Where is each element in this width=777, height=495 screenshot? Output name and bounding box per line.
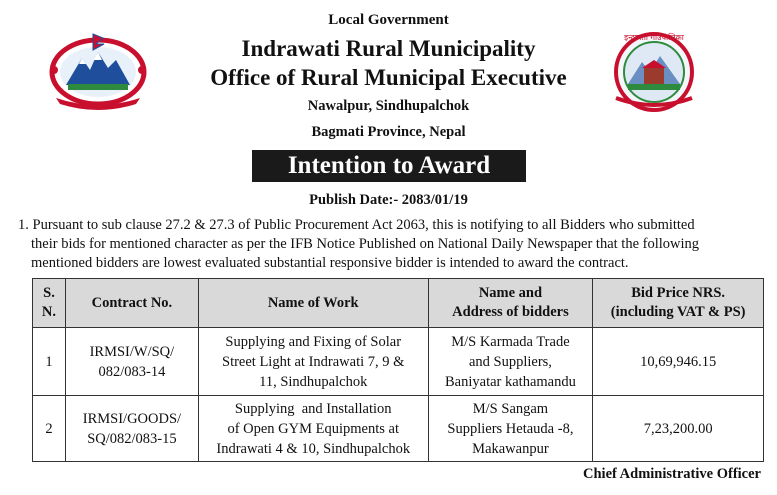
cell-bidder: M/S Sangam Suppliers Hetauda -8, Makawanpur (428, 396, 593, 462)
province-label: Bagmati Province, Nepal (311, 124, 466, 140)
cell-name-of-work: Supplying and Installation of Open GYM Equipments at Indrawati 4 & 10, Sindhupalchok (198, 396, 428, 462)
office-name: Office of Rural Municipal Executive (210, 65, 567, 90)
cell-contract-no: IRMSI/W/SQ/ 082/083-14 (65, 328, 198, 396)
cell-bid-price: 7,23,200.00 (593, 396, 764, 462)
table-row (33, 328, 764, 396)
paragraph-line: their bids for mentioned character as per the IFB Notice Published on National Daily Newspaper that the following (31, 236, 700, 252)
cell-name-of-work: Supplying and Fixing of Solar Street Light at Indrawati 7, 9 & 11, Sindhupalchok (198, 328, 428, 396)
publish-date: Publish Date:- 2083/01/19 (309, 192, 468, 208)
award-table (32, 278, 764, 462)
header-name-of-work: Name of Work (198, 279, 428, 328)
cell-bidder: M/S Karmada Trade and Suppliers, Baniyatar kathamandu (428, 328, 593, 396)
municipality-name: Indrawati Rural Municipality (241, 36, 536, 61)
cell-contract-no: IRMSI/GOODS/ SQ/082/083-15 (65, 396, 198, 462)
signatory-title: Chief Administrative Officer (583, 466, 761, 482)
header-bidder: Name and Address of bidders (428, 279, 593, 328)
header-contract-no: Contract No. (65, 279, 198, 328)
header-sn: S. N. (33, 279, 66, 328)
table-row (33, 396, 764, 462)
cell-bid-price: 10,69,946.15 (593, 328, 764, 396)
paragraph-line: 1. Pursuant to sub clause 27.2 & 27.3 of Public Procurement Act 2063, this is notifying to all Bidders who submitted (18, 217, 695, 233)
notice-title: Intention to Award (252, 150, 526, 182)
cell-sn: 2 (33, 396, 66, 462)
notice-paragraph (18, 216, 766, 273)
seal-text: इन्द्रावती गाउँपालिका (624, 33, 684, 42)
office-address: Nawalpur, Sindhupalchok (307, 98, 470, 114)
paragraph-line: mentioned bidders are lowest evaluated substantial responsive bidder is intended to award the contract. (31, 255, 629, 271)
table-header-row (33, 279, 764, 328)
cell-sn: 1 (33, 328, 66, 396)
header-bid-price: Bid Price NRS. (including VAT & PS) (593, 279, 764, 328)
local-government-label: Local Government (328, 12, 449, 28)
